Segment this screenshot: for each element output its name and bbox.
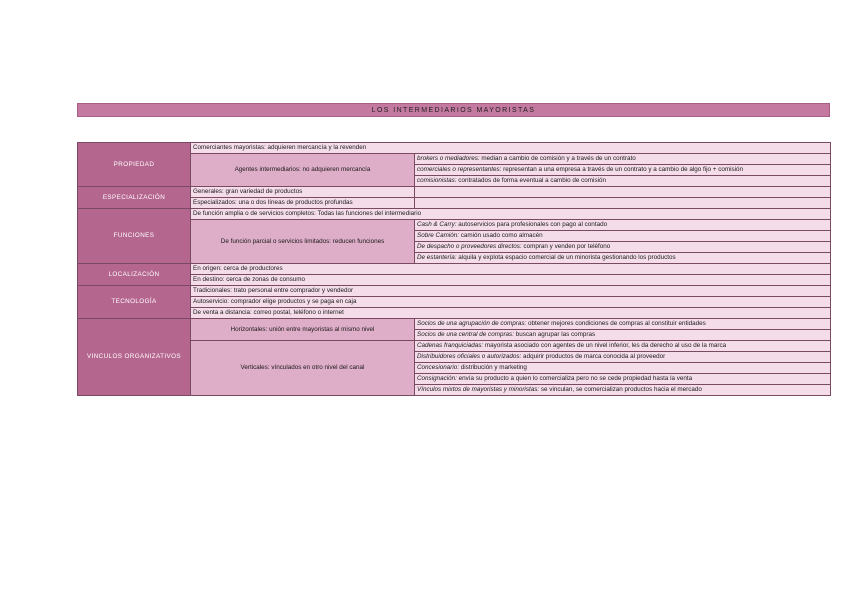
cell-text: compran y venden por teléfono	[521, 243, 611, 250]
cell-concesionario	[415, 363, 831, 374]
cell-sobre-camion	[415, 231, 831, 242]
cell-lead: Socios de una central de compras:	[417, 331, 514, 338]
cell-lead: Cash & Carry:	[417, 221, 457, 228]
cell-text: representan a una empresa a través de un contrato y a cambio de algo fijo + comisión	[501, 166, 744, 173]
category-especializacion: ESPECIALIZACIÓN	[78, 187, 191, 209]
cell-verticales: Verticales: vínculados en otro nivel del canal	[191, 341, 415, 396]
table-row	[78, 220, 831, 231]
cell-lead: Concesionario:	[417, 364, 460, 371]
cell-brokers	[415, 154, 831, 165]
table-row	[78, 209, 831, 220]
cell-comerciales	[415, 165, 831, 176]
cell-lead: De despacho o proveedores directos:	[417, 243, 522, 250]
cell-generales: Generales: gran variedad de productos	[191, 187, 415, 198]
cell-funcion-amplia: De función amplia o de servicios completos: Todas las funciones del intermediario	[191, 209, 831, 220]
cell-consignacion	[415, 374, 831, 385]
category-localizacion: LOCALIZACIÓN	[78, 264, 191, 286]
cell-text: distribución y marketing	[459, 364, 527, 371]
table-row	[78, 187, 831, 198]
category-vinculos: VINCULOS ORGANIZATIVOS	[78, 319, 191, 396]
cell-horizontales: Horizontales: unión entre mayoristas al mismo nivel	[191, 319, 415, 341]
cell-especializados: Especializados: una o dos líneas de productos profundas	[191, 198, 415, 209]
category-funciones: FUNCIONES	[78, 209, 191, 264]
cell-destino: En destino: cerca de zonas de consumo	[191, 275, 831, 286]
cell-text: adquirir productos de marca conocida al proveedor	[521, 353, 666, 360]
cell-lead: comisionistas:	[417, 177, 457, 184]
cell-text: alquila y explota espacio comercial de un minorista gestionando los productos	[456, 254, 676, 261]
cell-comisionistas	[415, 176, 831, 187]
cell-lead: Consignación:	[417, 375, 457, 382]
cell-lead: comerciales o representantes:	[417, 166, 502, 173]
cell-tradicionales: Tradicionales: trato personal entre comprador y vendedor	[191, 286, 831, 297]
cell-lead: Sobre Camión:	[417, 232, 459, 239]
cell-text: camión usado como almacén	[459, 232, 543, 239]
cell-text: envía su producto a quien lo comercializa pero no se cede propiedad hasta la venta	[456, 375, 693, 382]
page-title: LOS INTERMEDIARIOS MAYORISTAS	[77, 103, 830, 117]
cell-cadenas	[415, 341, 831, 352]
table-row	[78, 143, 831, 154]
cell-socios-central	[415, 330, 831, 341]
cell-text: median a cambio de comisión y a través de un contrato	[479, 155, 636, 162]
cell-lead: brokers o mediadores:	[417, 155, 480, 162]
cell-text: autoservicios para profesionales con pago al contado	[456, 221, 608, 228]
cell-distancia: De venta a distancia: correo postal, teléfono o internet	[191, 308, 831, 319]
cell-lead: Socios de una agrupación de compras:	[417, 320, 527, 327]
cell-lead: De estantería:	[417, 254, 457, 261]
intermediaries-table	[77, 142, 831, 396]
table-row	[78, 154, 831, 165]
cell-lead: Vínculos mixtos de mayoristas y minoristas:	[417, 386, 540, 393]
cell-origen: En origen: cerca de productores	[191, 264, 831, 275]
table-row	[78, 308, 831, 319]
cell-lead: Distribuidores oficiales o autorizados:	[417, 353, 522, 360]
cell-agentes: Agentes intermediarios: no adquieren mercancía	[191, 154, 415, 187]
cell-text: contratados de forma eventual a cambio de comisión	[456, 177, 607, 184]
table-row	[78, 319, 831, 330]
cell-text: mayorista asociado con agentes de un nivel inferior, les da derecho al uso de la marca	[483, 342, 727, 349]
cell-text: buscan agrupar las compras	[513, 331, 596, 338]
cell-vinculos-mixtos	[415, 385, 831, 396]
table-row	[78, 286, 831, 297]
cell-autoservicio: Autoservicio: comprador elige productos y se paga en caja	[191, 297, 831, 308]
cell-estanteria	[415, 253, 831, 264]
cell-empty	[415, 198, 831, 209]
cell-text: se vinculan, se comercializan productos hacia el mercado	[539, 386, 702, 393]
cell-funcion-parcial: De función parcial o servicios limitados: reducen funciones	[191, 220, 415, 264]
table-row	[78, 297, 831, 308]
cell-text: obtener mejores condiciones de compras al constituir entidades	[526, 320, 706, 327]
cell-distribuidores	[415, 352, 831, 363]
table-row	[78, 198, 831, 209]
cell-empty	[415, 187, 831, 198]
cell-lead: Cadenas franquiciadas:	[417, 342, 484, 349]
category-propiedad: PROPIEDAD	[78, 143, 191, 187]
cell-socios-agrupacion	[415, 319, 831, 330]
table-row	[78, 275, 831, 286]
cell-despacho	[415, 242, 831, 253]
cell-comerciantes: Comerciantes mayoristas: adquieren mercancía y la revenden	[191, 143, 831, 154]
table-row	[78, 264, 831, 275]
cell-cash-carry	[415, 220, 831, 231]
category-tecnologia: TECNOLOGÍA	[78, 286, 191, 319]
table-row	[78, 341, 831, 352]
